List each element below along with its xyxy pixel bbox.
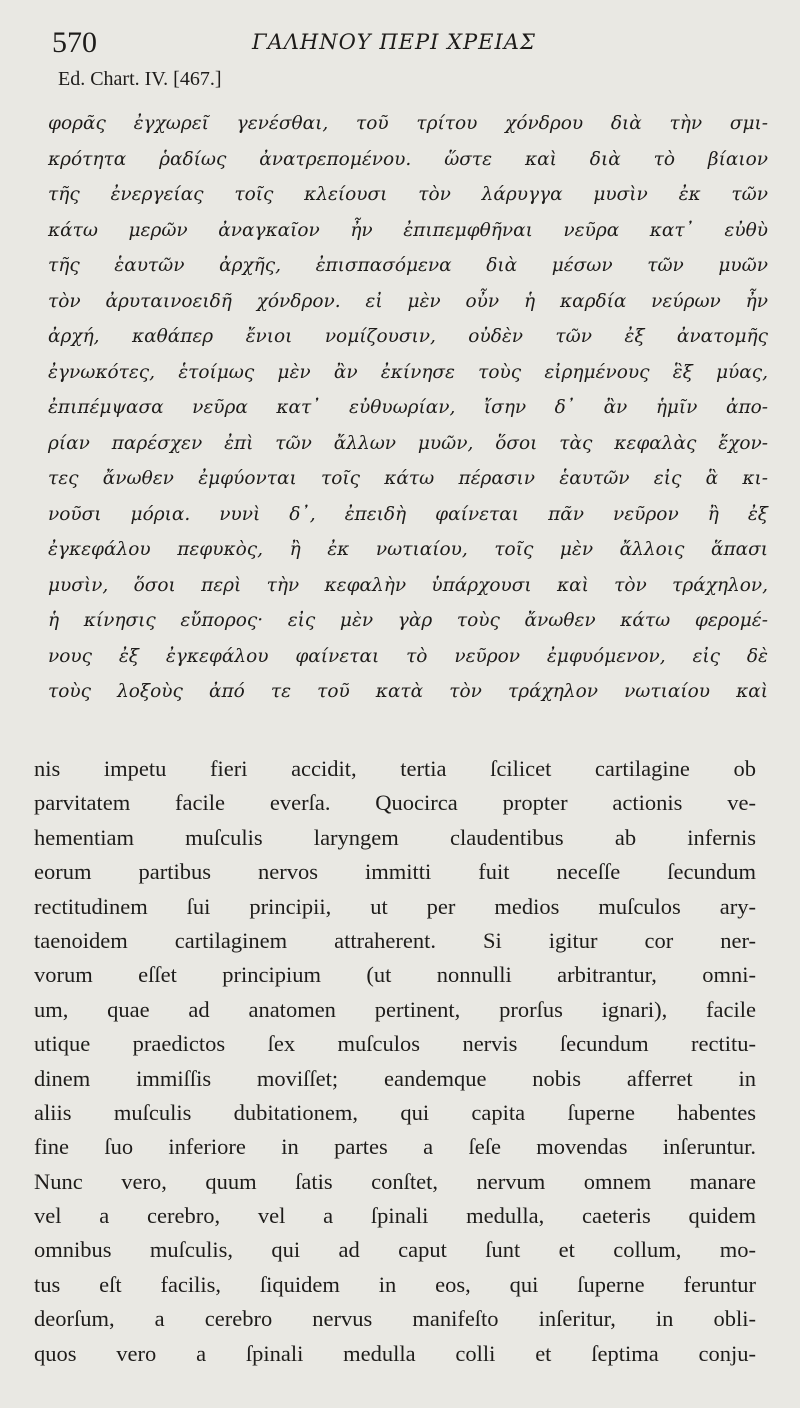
greek-text-line: τοὺς λοξοὺς ἀπό τε τοῦ κατὰ τὸν τράχηλον νωτιαίου καὶ	[48, 681, 768, 702]
greek-text-line: ἐγνωκότες, ἑτοίμως μὲν ἂν ἐκίνησε τοὺς εἰρημένους ἓξ μύας,	[48, 361, 768, 383]
greek-text-line: νοῦσι μόρια. νυνὶ δ᾽, ἐπειδὴ φαίνεται πᾶν νεῦρον ἢ ἐξ	[48, 503, 768, 525]
greek-text-line: τες ἄνωθεν ἐμφύονται τοῖς κάτω πέρασιν ἑαυτῶν εἰς ἃ κι-	[48, 468, 768, 489]
latin-text-line: aliis muſculis dubitationem, qui capita ſuperne habentes	[34, 1099, 756, 1125]
latin-text-line: nis impetu fieri accidit, tertia ſcilicet cartilagine ob	[34, 756, 756, 781]
latin-text-line: hementiam muſculis laryngem claudentibus ab infernis	[34, 824, 756, 850]
page-number: 570	[52, 26, 97, 59]
latin-text-line: dinem immiſſis moviſſet; eandemque nobis afferret in	[34, 1065, 756, 1091]
greek-text-line: μυσὶν, ὅσοι περὶ τὴν κεφαλὴν ὑπάρχουσι καὶ τὸν τράχηλον,	[48, 574, 768, 596]
latin-text-line: fine ſuo inferiore in partes a ſeſe movendas inſeruntur.	[34, 1134, 756, 1160]
latin-text-line: vorum eſſet principium (ut nonnulli arbitrantur, omni-	[34, 962, 756, 988]
greek-text-line: τῆς ἑαυτῶν ἀρχῆς, ἐπισπασόμενα διὰ μέσων τῶν μυῶν	[48, 255, 768, 276]
greek-text-line: κρότητα ῥαδίως ἀνατρεπομένου. ὥστε καὶ διὰ τὸ βίαιον	[48, 148, 768, 170]
greek-text-line: ἐπιπέμψασα νεῦρα κατ᾽ εὐθυωρίαν, ἴσην δ᾽ ἂν ἡμῖν ἀπο-	[48, 397, 768, 418]
greek-text-line: τῆς ἐνεργείας τοῖς κλείουσι τὸν λάρυγγα μυσὶν ἐκ τῶν	[48, 184, 768, 205]
edition-reference: Ed. Chart. IV. [467.]	[58, 68, 222, 90]
latin-text-line: rectitudinem ſui principii, ut per medios muſculos ary-	[34, 893, 756, 919]
latin-text-line: tus eſt facilis, ſiquidem in eos, qui ſuperne feruntur	[34, 1271, 756, 1297]
running-title: ΓΑΛΗΝΟΥ ΠΕΡΙ ΧΡΕΙΑΣ	[252, 30, 536, 54]
greek-text-block	[48, 106, 768, 710]
greek-text-line: ἡ κίνησις εὔπορος· εἰς μὲν γὰρ τοὺς ἄνωθεν κάτω φερομέ-	[48, 610, 768, 631]
latin-text-line: parvitatem facile everſa. Quocirca propter actionis ve-	[34, 790, 756, 816]
latin-text-line: vel a cerebro, vel a ſpinali medulla, caeteris quidem	[34, 1203, 756, 1229]
greek-text-line: τὸν ἀρυταινοειδῆ χόνδρον. εἰ μὲν οὖν ἡ καρδία νεύρων ἦν	[48, 290, 768, 312]
latin-text-line: omnibus muſculis, qui ad caput ſunt et collum, mo-	[34, 1237, 756, 1263]
latin-text-line: quos vero a ſpinali medulla colli et ſeptima conju-	[34, 1340, 756, 1366]
latin-text-line: deorſum, a cerebro nervus manifeſto inſeritur, in obli-	[34, 1306, 756, 1332]
greek-text-line: ἐγκεφάλου πεφυκὸς, ἢ ἐκ νωτιαίου, τοῖς μὲν ἄλλοις ἅπασι	[48, 539, 768, 560]
latin-text-line: eorum partibus nervos immitti fuit neceſſe ſecundum	[34, 859, 756, 885]
page-header	[52, 24, 762, 68]
latin-text-block	[34, 752, 756, 1371]
greek-text-line: ρίαν παρέσχεν ἐπὶ τῶν ἄλλων μυῶν, ὅσοι τὰς κεφαλὰς ἔχον-	[48, 432, 768, 454]
greek-text-line: κάτω μερῶν ἀναγκαῖον ἦν ἐπιπεμφθῆναι νεῦρα κατ᾽ εὐθὺ	[48, 219, 768, 241]
latin-text-line: utique praedictos ſex muſculos nervis ſecundum rectitu-	[34, 1031, 756, 1057]
greek-text-line: ἀρχή, καθάπερ ἔνιοι νομίζουσιν, οὐδὲν τῶν ἐξ ἀνατομῆς	[48, 326, 768, 347]
latin-text-line: taenoidem cartilaginem attraherent. Si igitur cor ner-	[34, 927, 756, 953]
latin-text-line: um, quae ad anatomen pertinent, prorſus ignari), facile	[34, 996, 756, 1022]
greek-text-line: φορᾶς ἐγχωρεῖ γενέσθαι, τοῦ τρίτου χόνδρου διὰ τὴν σμι-	[48, 113, 768, 134]
greek-text-line: νους ἐξ ἐγκεφάλου φαίνεται τὸ νεῦρον ἐμφυόμενον, εἰς δὲ	[48, 645, 768, 667]
latin-text-line: Nunc vero, quum ſatis conſtet, nervum omnem manare	[34, 1168, 756, 1194]
